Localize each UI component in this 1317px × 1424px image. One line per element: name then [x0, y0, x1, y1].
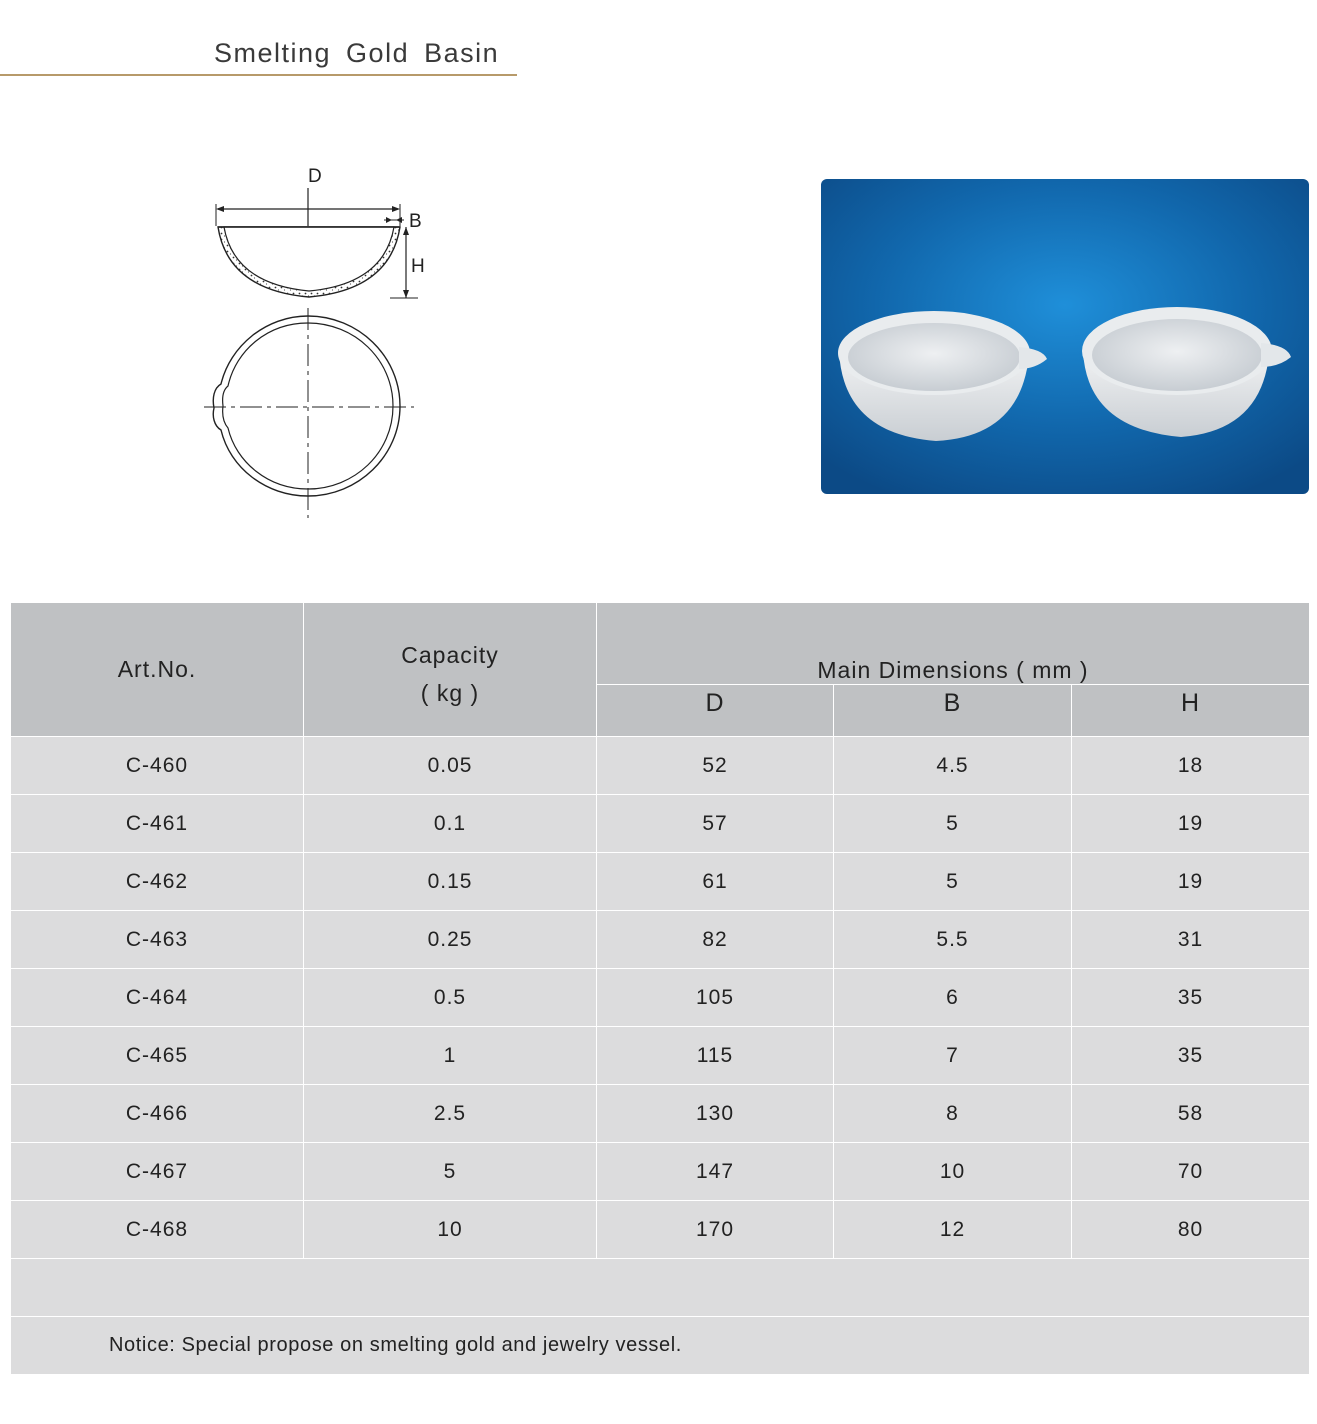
header-capacity-label: Capacity: [401, 642, 499, 668]
cell-capacity: 0.25: [304, 911, 597, 969]
table-row: [11, 1143, 1310, 1201]
cell-b: 12: [834, 1201, 1072, 1259]
cell-art: C-460: [11, 737, 304, 795]
cell-b: 7: [834, 1027, 1072, 1085]
cell-d: 82: [597, 911, 834, 969]
cell-b: 5: [834, 853, 1072, 911]
title-underline: [0, 74, 517, 76]
header-capacity: [304, 603, 597, 737]
cell-d: 52: [597, 737, 834, 795]
cell-capacity: 1: [304, 1027, 597, 1085]
cell-art: C-465: [11, 1027, 304, 1085]
table-row: [11, 1027, 1310, 1085]
cell-capacity: 0.05: [304, 737, 597, 795]
cell-h: 35: [1072, 969, 1310, 1027]
cell-d: 57: [597, 795, 834, 853]
table-row: [11, 853, 1310, 911]
cell-d: 130: [597, 1085, 834, 1143]
cell-capacity: 0.15: [304, 853, 597, 911]
cell-h: 18: [1072, 737, 1310, 795]
header-h: H: [1072, 685, 1310, 737]
cell-art: C-462: [11, 853, 304, 911]
cell-art: C-463: [11, 911, 304, 969]
specification-table: [10, 602, 1310, 1375]
table-row: [11, 795, 1310, 853]
crucible-basin-photo-icon: [821, 179, 1309, 494]
cell-h: 70: [1072, 1143, 1310, 1201]
cell-capacity: 0.1: [304, 795, 597, 853]
header-art-no: Art.No.: [11, 603, 304, 737]
table-blank-row: [11, 1259, 1310, 1317]
cell-d: 170: [597, 1201, 834, 1259]
header-capacity-unit: ( kg ): [420, 680, 480, 706]
table-row: [11, 1201, 1310, 1259]
page-title: Smelting Gold Basin: [214, 38, 500, 68]
label-d: D: [308, 166, 322, 187]
cell-capacity: 5: [304, 1143, 597, 1201]
table-row: [11, 737, 1310, 795]
cell-art: C-461: [11, 795, 304, 853]
table-row: [11, 911, 1310, 969]
cell-d: 105: [597, 969, 834, 1027]
cell-b: 5: [834, 795, 1072, 853]
cell-capacity: 0.5: [304, 969, 597, 1027]
product-photo: [821, 179, 1309, 494]
cell-art: C-466: [11, 1085, 304, 1143]
label-b: B: [409, 211, 422, 232]
header-d: D: [597, 685, 834, 737]
cell-b: 5.5: [834, 911, 1072, 969]
cell-capacity: 2.5: [304, 1085, 597, 1143]
cell-h: 80: [1072, 1201, 1310, 1259]
table-notice-row: [11, 1317, 1310, 1375]
cell-art: C-464: [11, 969, 304, 1027]
table-row: [11, 969, 1310, 1027]
cell-b: 8: [834, 1085, 1072, 1143]
cell-b: 10: [834, 1143, 1072, 1201]
cell-b: 4.5: [834, 737, 1072, 795]
cell-d: 147: [597, 1143, 834, 1201]
label-h: H: [411, 256, 425, 277]
cell-d: 61: [597, 853, 834, 911]
cell-capacity: 10: [304, 1201, 597, 1259]
cell-art: C-467: [11, 1143, 304, 1201]
cell-art: C-468: [11, 1201, 304, 1259]
header-main-dimensions: Main Dimensions ( mm ): [597, 603, 1310, 685]
cell-h: 35: [1072, 1027, 1310, 1085]
cell-b: 6: [834, 969, 1072, 1027]
basin-technical-drawing: [190, 160, 440, 530]
cell-h: 19: [1072, 795, 1310, 853]
notice-text: Notice: Special propose on smelting gold and jewelry vessel.: [11, 1317, 1310, 1375]
cell-h: 58: [1072, 1085, 1310, 1143]
table-row: [11, 1085, 1310, 1143]
cell-h: 31: [1072, 911, 1310, 969]
cell-d: 115: [597, 1027, 834, 1085]
cell-h: 19: [1072, 853, 1310, 911]
header-b: B: [834, 685, 1072, 737]
